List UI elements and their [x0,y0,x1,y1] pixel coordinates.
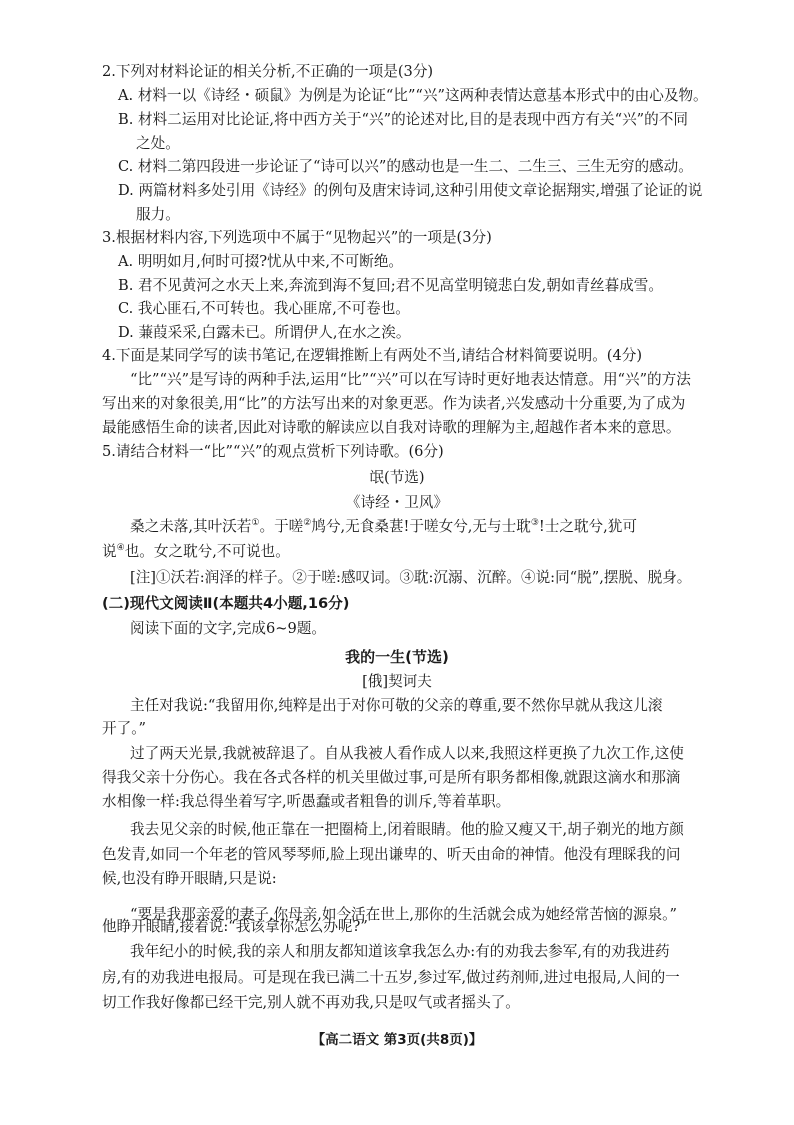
q3-stem: 3.根据材料内容,下列选项中不属于“见物起兴”的一项是(3分) [102,229,492,246]
page-footer: 【高二语文 第3页(共8页)】 [311,1032,483,1048]
q2-option-b: B. 材料二运用对比论证,将中西方关于“兴”的论述对比,目的是表现中西方有关“兴”的不同 [118,111,688,128]
q4-note-line-3: 最能感悟生命的读者,因此对诗歌的解读应以自我对诗歌的理解为主,超越作者本来的意思。 [102,419,681,436]
para-4-line-1: “要是我那亲爱的妻子,你母亲,如今活在世上,那你的生活就会成为她经常苦恼的源泉。” [130,906,677,923]
q2-option-d-cont: 服力。 [136,206,180,223]
q4-note-line-2: 写出来的对象很美,用“比”的方法写出来的对象更恶。作为读者,兴发感动十分重要,为了成为 [102,395,686,412]
q2-option-d: D. 两篇材料多处引用《诗经》的例句及唐宋诗词,这种引用使文章论据翔实,增强了论证的说 [118,182,703,199]
para-3-line-2: 色发青,如同一个年老的管风琴琴师,脸上现出谦卑的、听天由命的神情。他没有理睬我的问 [102,846,681,863]
section-header: (二)现代文阅读Ⅱ(本题共4小题,16分) [102,595,350,612]
para-2-line-1: 过了两天光景,我就被辞退了。自从我被人看作成人以来,我照这样更换了九次工作,这使 [130,745,684,762]
para-2-line-2: 得我父亲十分伤心。我在各式各样的机关里做过事,可是所有职务都相像,就跟这滴水和那滴 [102,769,681,786]
article-title: 我的一生(节选) [345,648,449,666]
poem-notes: [注]①沃若:润泽的样子。②于嗟:感叹词。③耽:沉溺、沉醉。④说:同“脱”,摆脱、脱身。 [130,569,692,586]
para-1-line-2: 开了。” [102,720,146,737]
para-5-line-1: 我年纪小的时候,我的亲人和朋友都知道该拿我怎么办:有的劝我去参军,有的劝我进药 [130,943,670,960]
q3-option-b: B. 君不见黄河之水天上来,奔流到海不复回;君不见高堂明镜悲白发,朝如青丝暮成雪。 [118,277,663,294]
footnote-mark-4: ④ [116,543,125,554]
poem-title: 氓(节选) [369,469,425,486]
q2-option-b-cont: 之处。 [136,135,180,152]
q3-option-a: A. 明明如月,何时可掇?忧从中来,不可断绝。 [118,253,404,270]
q3-option-c: C. 我心匪石,不可转也。我心匪席,不可卷也。 [118,300,410,317]
para-1-line-1: 主任对我说:“我留用你,纯粹是出于对你可敬的父亲的尊重,要不然你早就从我这儿滚 [130,697,663,714]
footnote-mark-3: ③ [530,518,539,529]
para-3-line-1: 我去见父亲的时候,他正靠在一把圈椅上,闭着眼睛。他的脸又瘦又干,胡子剃光的地方颜 [130,821,684,838]
q4-note-line-1: “比”“兴”是写诗的两种手法,运用“比”“兴”可以在写诗时更好地表达情意。用“兴”的方法 [130,371,691,388]
q4-stem: 4.下面是某同学写的读书笔记,在逻辑推断上有两处不当,请结合材料简要说明。(4分) [102,347,643,364]
para-2-line-3: 水相像一样:我总得坐着写字,听愚蠢或者粗鲁的训斥,等着革职。 [102,793,511,810]
para-5-line-3: 切工作我好像都已经干完,别人就不再劝我,只是叹气或者摇头了。 [102,994,520,1011]
poem-line-1: 桑之未落,其叶沃若①。于嗟②鸠兮,无食桑葚!于嗟女兮,无与士耽③!士之耽兮,犹可 [130,518,637,535]
q2-stem: 2.下列对材料论证的相关分析,不正确的一项是(3分) [102,63,434,80]
q2-option-c: C. 材料二第四段进一步论证了“诗可以兴”的感动也是一生二、二生三、三生无穷的感动。 [118,158,693,175]
q2-option-a: A. 材料一以《诗经・硕鼠》为例是为论证“比”“兴”这两种表情达意基本形式中的由心及物。 [118,87,708,104]
poem-source: 《诗经・卫风》 [345,494,449,511]
article-author: [俄]契诃夫 [362,673,432,690]
q5-stem: 5.请结合材料一“比”“兴”的观点赏析下列诗歌。(6分) [102,443,444,460]
para-5-line-2: 房,有的劝我进电报局。可是现在我已满二十五岁,参过军,做过药剂师,进过电报局,人间的一 [102,969,680,986]
section-instruction: 阅读下面的文字,完成6~9题。 [130,620,326,637]
para-3-line-3: 候,也没有睁开眼睛,只是说: [102,870,277,887]
para-4-line-2: 他睁开眼睛,接着说:“我该拿你怎么办呢?” [102,918,368,935]
footnote-mark-1: ① [251,518,260,529]
poem-line-2: 说④也。女之耽兮,不可说也。 [102,543,290,560]
footnote-mark-2: ② [303,518,312,529]
q3-option-d: D. 蒹葭采采,白露未已。所谓伊人,在水之涘。 [118,324,411,341]
